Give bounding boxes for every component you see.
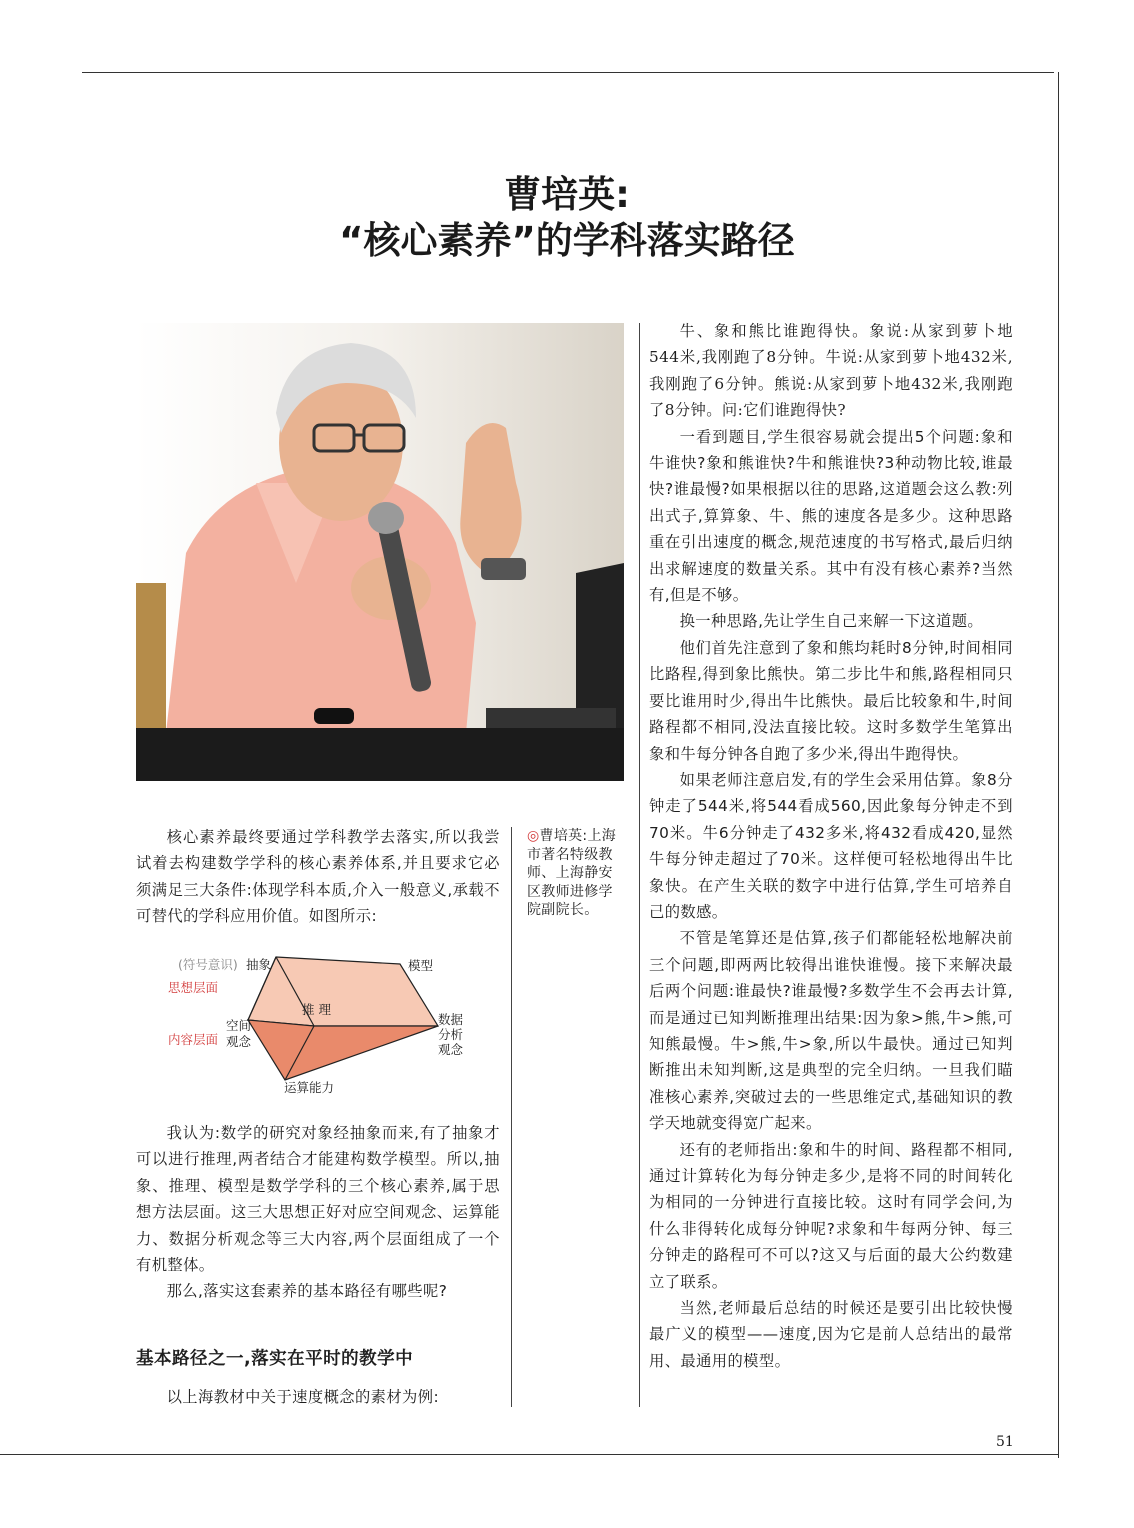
data-label-line2: 分析 <box>438 1027 464 1042</box>
thought-level-label: 思想层面 <box>168 980 219 995</box>
col3-paragraph-5: 如果老师注意启发,有的学生会采用估算。象8分钟走了544米,将544看成560,因此象每分钟走不到70米。牛6分钟走了432多米,将432看成420,显然牛每分钟走超过了70米。这样便可轻松地得出牛比象快。在产生关联的数字中进行估算,学生可培养自己的数感。 <box>649 770 1013 921</box>
symbol-awareness-label: (符号意识) <box>178 957 238 972</box>
col1-paragraph-1: 核心素养最终要通过学科教学去落实,所以我尝试着去构建数学学科的核心素养体系,并且要求它必须满足三大条件:体现学科本质,介入一般意义,承载不可替代的学科应用价值。如图所示: <box>136 828 500 926</box>
caption-marker: ◎ <box>527 828 540 844</box>
title-line-1: 曹培英: <box>504 173 630 216</box>
section-heading: 基本路径之一,落实在平时的教学中 <box>136 1349 414 1369</box>
column-rule-left <box>511 827 512 1407</box>
model-label: 模型 <box>408 958 434 973</box>
content-level-label: 内容层面 <box>168 1032 219 1047</box>
right-rule <box>1058 72 1059 1458</box>
speaker-photo <box>136 323 624 781</box>
page-number: 51 <box>996 1434 1014 1450</box>
col3-paragraph-1: 牛、象和熊比谁跑得快。象说:从家到萝卜地544米,我刚跑了8分钟。牛说:从家到萝卜地432米,我刚跑了6分钟。熊说:从家到萝卜地432米,我刚跑了8分钟。问:它们谁跑得快? <box>649 322 1013 420</box>
col3-paragraph-3: 换一种思路,先让学生自己来解一下这道题。 <box>679 612 984 631</box>
col1-paragraph-3: 那么,落实这套素养的基本路径有哪些呢? <box>166 1282 448 1301</box>
column-rule-right <box>639 323 640 1407</box>
data-label-line1: 数据 <box>438 1012 464 1027</box>
col3-paragraph-2: 一看到题目,学生很容易就会提出5个问题:象和牛谁快?象和熊谁快?牛和熊谁快?3种动物比较,谁最快?谁最慢?如果根据以往的思路,这道题会这么教:列出式子,算算象、牛、熊的速度各是多少。这种思路重在引出速度的概念,规范速度的书写格式,最后归纳出求解速度的数量关系。其中有没有核心素养?当然有,但是不够。 <box>649 427 1013 605</box>
abstract-label: 抽象 <box>246 957 272 972</box>
col3-paragraph-7: 还有的老师指出:象和牛的时间、路程都不相同,通过计算转化为每分钟走多少,是将不同的时间转化为相同的一分钟进行直接比较。这时有同学会问,为什么非得转化成每分钟呢?求象和牛每两分钟、每三分钟走的路程可不可以?这又与后面的最大公约数建立了联系。 <box>649 1140 1013 1291</box>
caption-text: 曹培英:上海市著名特级教师、上海静安区教师进修学院副院长。 <box>527 828 617 918</box>
title-line-2: “核心素养”的学科落实路径 <box>339 219 795 262</box>
space-label-line1: 空间 <box>226 1018 252 1033</box>
col3-paragraph-6: 不管是笔算还是估算,孩子们都能轻松地解决前三个问题,即两两比较得出谁快谁慢。接下来解决最后两个问题:谁最快?谁最慢?多数学生不会再去计算,而是通过已知判断推理出结果:因为象>熊,牛>熊,可知熊最慢。牛>熊,牛>象,所以牛最快。通过已知判断推出未知判断,这是典型的完全归纳。一旦我们瞄准核心素养,突破过去的一些思维定式,基础知识的教学天地就变得宽广起来。 <box>649 929 1013 1133</box>
data-label-line3: 观念 <box>438 1042 464 1057</box>
core-literacy-diagram <box>160 952 490 1097</box>
diagram-lower-layer <box>248 1020 438 1080</box>
computation-label: 运算能力 <box>284 1080 335 1095</box>
top-rule <box>82 72 1054 73</box>
col1-paragraph-2: 我认为:数学的研究对象经抽象而来,有了抽象才可以进行推理,两者结合才能建构数学模型。所以,抽象、推理、模型是数学学科的三个核心素养,属于思想方法层面。这三大思想正好对应空间观念、运算能力、数据分析观念等三大内容,两个层面组成了一个有机整体。 <box>136 1124 500 1275</box>
bottom-rule <box>0 1454 1058 1455</box>
reasoning-label: 推 理 <box>302 1002 331 1017</box>
photo-caption <box>527 827 627 920</box>
col1-paragraph-4: 以上海教材中关于速度概念的素材为例: <box>166 1388 439 1406</box>
space-label-line2: 观念 <box>226 1034 252 1049</box>
col3-paragraph-4: 他们首先注意到了象和熊均耗时8分钟,时间相同比路程,得到象比熊快。第二步比牛和熊,路程相同只要比谁用时少,得出牛比熊快。最后比较象和牛,时间路程都不相同,没法直接比较。这时多数学生笔算出象和牛每分钟各自跑了多少米,得出牛跑得快。 <box>649 638 1013 763</box>
col3-paragraph-8: 当然,老师最后总结的时候还是要引出比较快慢最广义的模型——速度,因为它是前人总结出的最常用、最通用的模型。 <box>649 1299 1013 1370</box>
